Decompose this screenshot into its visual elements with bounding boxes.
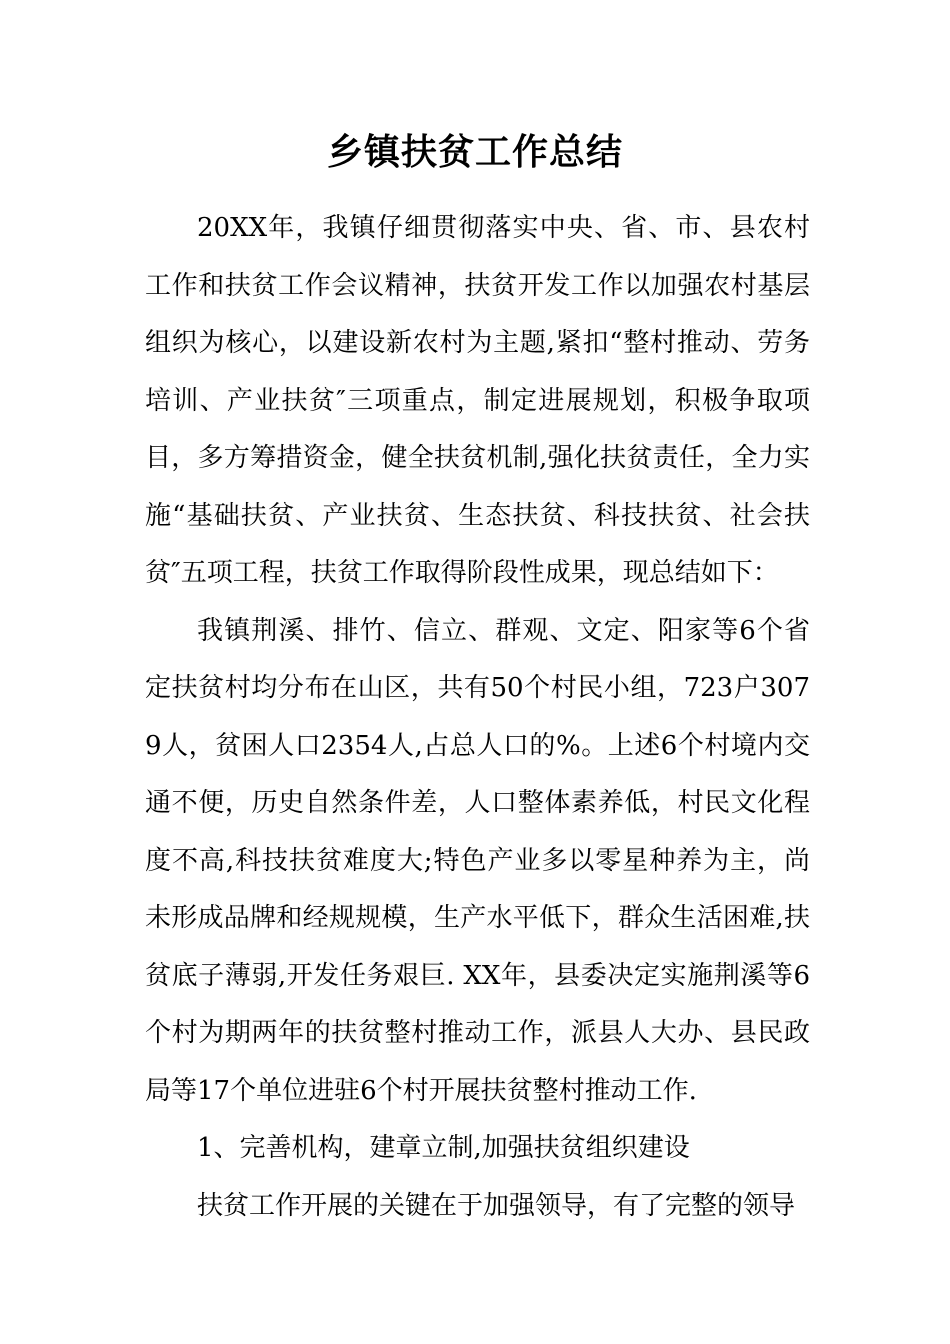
document-title: 乡镇扶贫工作总结 <box>326 132 623 173</box>
paragraph-background: 我镇荆溪、排竹、信立、群观、文定、阳家等6个省定扶贫村均分布在山区，共有50个村民小组，723户3079人，贫困人口2354人,占总人口的%。上述6个村境内交通不便，历史自然条件差，人口整体素养低，村民文化程度不高,科技扶贫难度大;特色产业多以零星种养为主，尚未形成品牌和经规规模，生产水平低下，群众生活困难,扶贫底子薄弱,开发任务艰巨. XX年，县委决定实施荆溪等6个村为期两年的扶贫整村推动工作，派县人大办、县民政局等17个单位进驻6个村开展扶贫整村推动工作. <box>145 615 810 1106</box>
section-heading: 1、完善机构，建章立制,加强扶贫组织建设 <box>197 1133 690 1163</box>
paragraph-intro: 20XX年，我镇仔细贯彻落实中央、省、市、县农村工作和扶贫工作会议精神，扶贫开发工作以加强农村基层组织为核心，以建设新农村为主题,紧扣“整村推动、劳务培训、产业扶贫″三项重点，制定进展规划，积极争取项目，多方筹措资金，健全扶贫机制,强化扶贫责任，全力实施“基础扶贫、产业扶贫、生态扶贫、科技扶贫、社会扶贫″五项工程，扶贫工作取得阶段性成果，现总结如下： <box>145 213 810 588</box>
paragraph-section-start: 扶贫工作开展的关键在于加强领导，有了完整的领导 <box>197 1190 796 1221</box>
document-body <box>145 200 810 1235</box>
